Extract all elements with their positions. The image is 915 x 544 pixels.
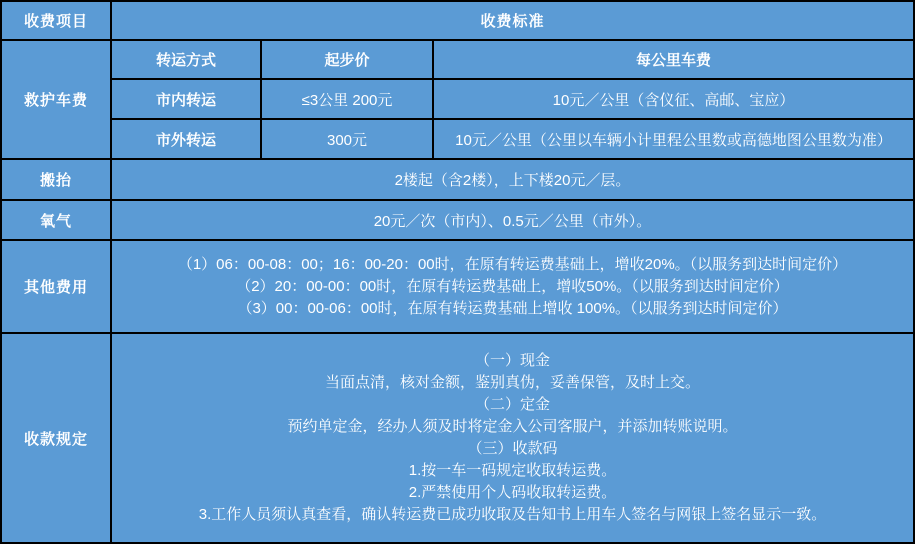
oxygen-row xyxy=(1,200,914,240)
row-label-moving: 搬抬 xyxy=(1,159,111,200)
row-label-oxygen: 氧气 xyxy=(1,200,111,240)
cell-intercity-per-km: 10元／公里（公里以车辆小计里程公里数或高德地图公里数为准） xyxy=(433,119,914,159)
cell-other-fees-content xyxy=(111,240,914,333)
col-header-base-price: 起步价 xyxy=(261,40,433,79)
payment-rules-line-1: （一）现金 xyxy=(474,352,550,369)
payment-rules-line-2: 当面点清，核对金额，鉴别真伪，妥善保管，及时上交。 xyxy=(324,374,700,391)
cell-payment-rules-content xyxy=(111,333,914,543)
payment-rules-line-6: 1.按一车一码规定收取转运费。 xyxy=(408,462,617,479)
cell-intracity-per-km: 10元／公里（含仪征、高邮、宝应） xyxy=(433,79,914,119)
ambulance-row-intracity xyxy=(1,79,914,119)
payment-rules-row xyxy=(1,333,914,543)
payment-rules-line-7: 2.严禁使用个人码收取转运费。 xyxy=(408,484,617,501)
other-fees-line-1: （1）06：00-08：00；16：00-20：00时，在原有转运费基础上，增收20%。（以服务到达时间定价） xyxy=(177,255,848,273)
other-fees-row xyxy=(1,240,914,333)
cell-intercity-base-price: 300元 xyxy=(261,119,433,159)
payment-rules-line-5: （三）收款码 xyxy=(467,440,558,457)
col-header-per-km-fee: 每公里车费 xyxy=(433,40,914,79)
other-fees-line-3: （3）00：00-06：00时，在原有转运费基础上增收 100%。（以服务到达时间定价） xyxy=(237,299,788,317)
cell-intracity-base-price: ≤3公里 200元 xyxy=(261,79,433,119)
row-label-other-fees: 其他费用 xyxy=(1,240,111,333)
row-label-ambulance-fee: 救护车费 xyxy=(1,40,111,159)
ambulance-row-intercity xyxy=(1,119,914,159)
payment-rules-line-3: （二）定金 xyxy=(474,396,550,413)
cell-intracity-method: 市内转运 xyxy=(111,79,261,119)
moving-row xyxy=(1,159,914,200)
col-header-transfer-method: 转运方式 xyxy=(111,40,261,79)
header-fee-standard: 收费标准 xyxy=(111,1,914,40)
payment-rules-line-4: 预约单定金，经办人须及时将定金入公司客服户，并添加转账说明。 xyxy=(287,418,738,435)
ambulance-subheader-row xyxy=(1,40,914,79)
cell-intercity-method: 市外转运 xyxy=(111,119,261,159)
cell-moving-content: 2楼起（含2楼），上下楼20元／层。 xyxy=(111,159,914,200)
payment-rules-line-8: 3.工作人员须认真查看，确认转运费已成功收取及告知书上用车人签名与网银上签名显示一致。 xyxy=(198,506,827,523)
other-fees-line-2: （2）20：00-00：00时，在原有转运费基础上，增收50%。（以服务到达时间定价） xyxy=(236,277,789,295)
table-header-row xyxy=(1,1,914,40)
row-label-payment-rules: 收款规定 xyxy=(1,333,111,543)
cell-oxygen-content: 20元／次（市内）、0.5元／公里（市外）。 xyxy=(111,200,914,240)
header-fee-item: 收费项目 xyxy=(1,1,111,40)
